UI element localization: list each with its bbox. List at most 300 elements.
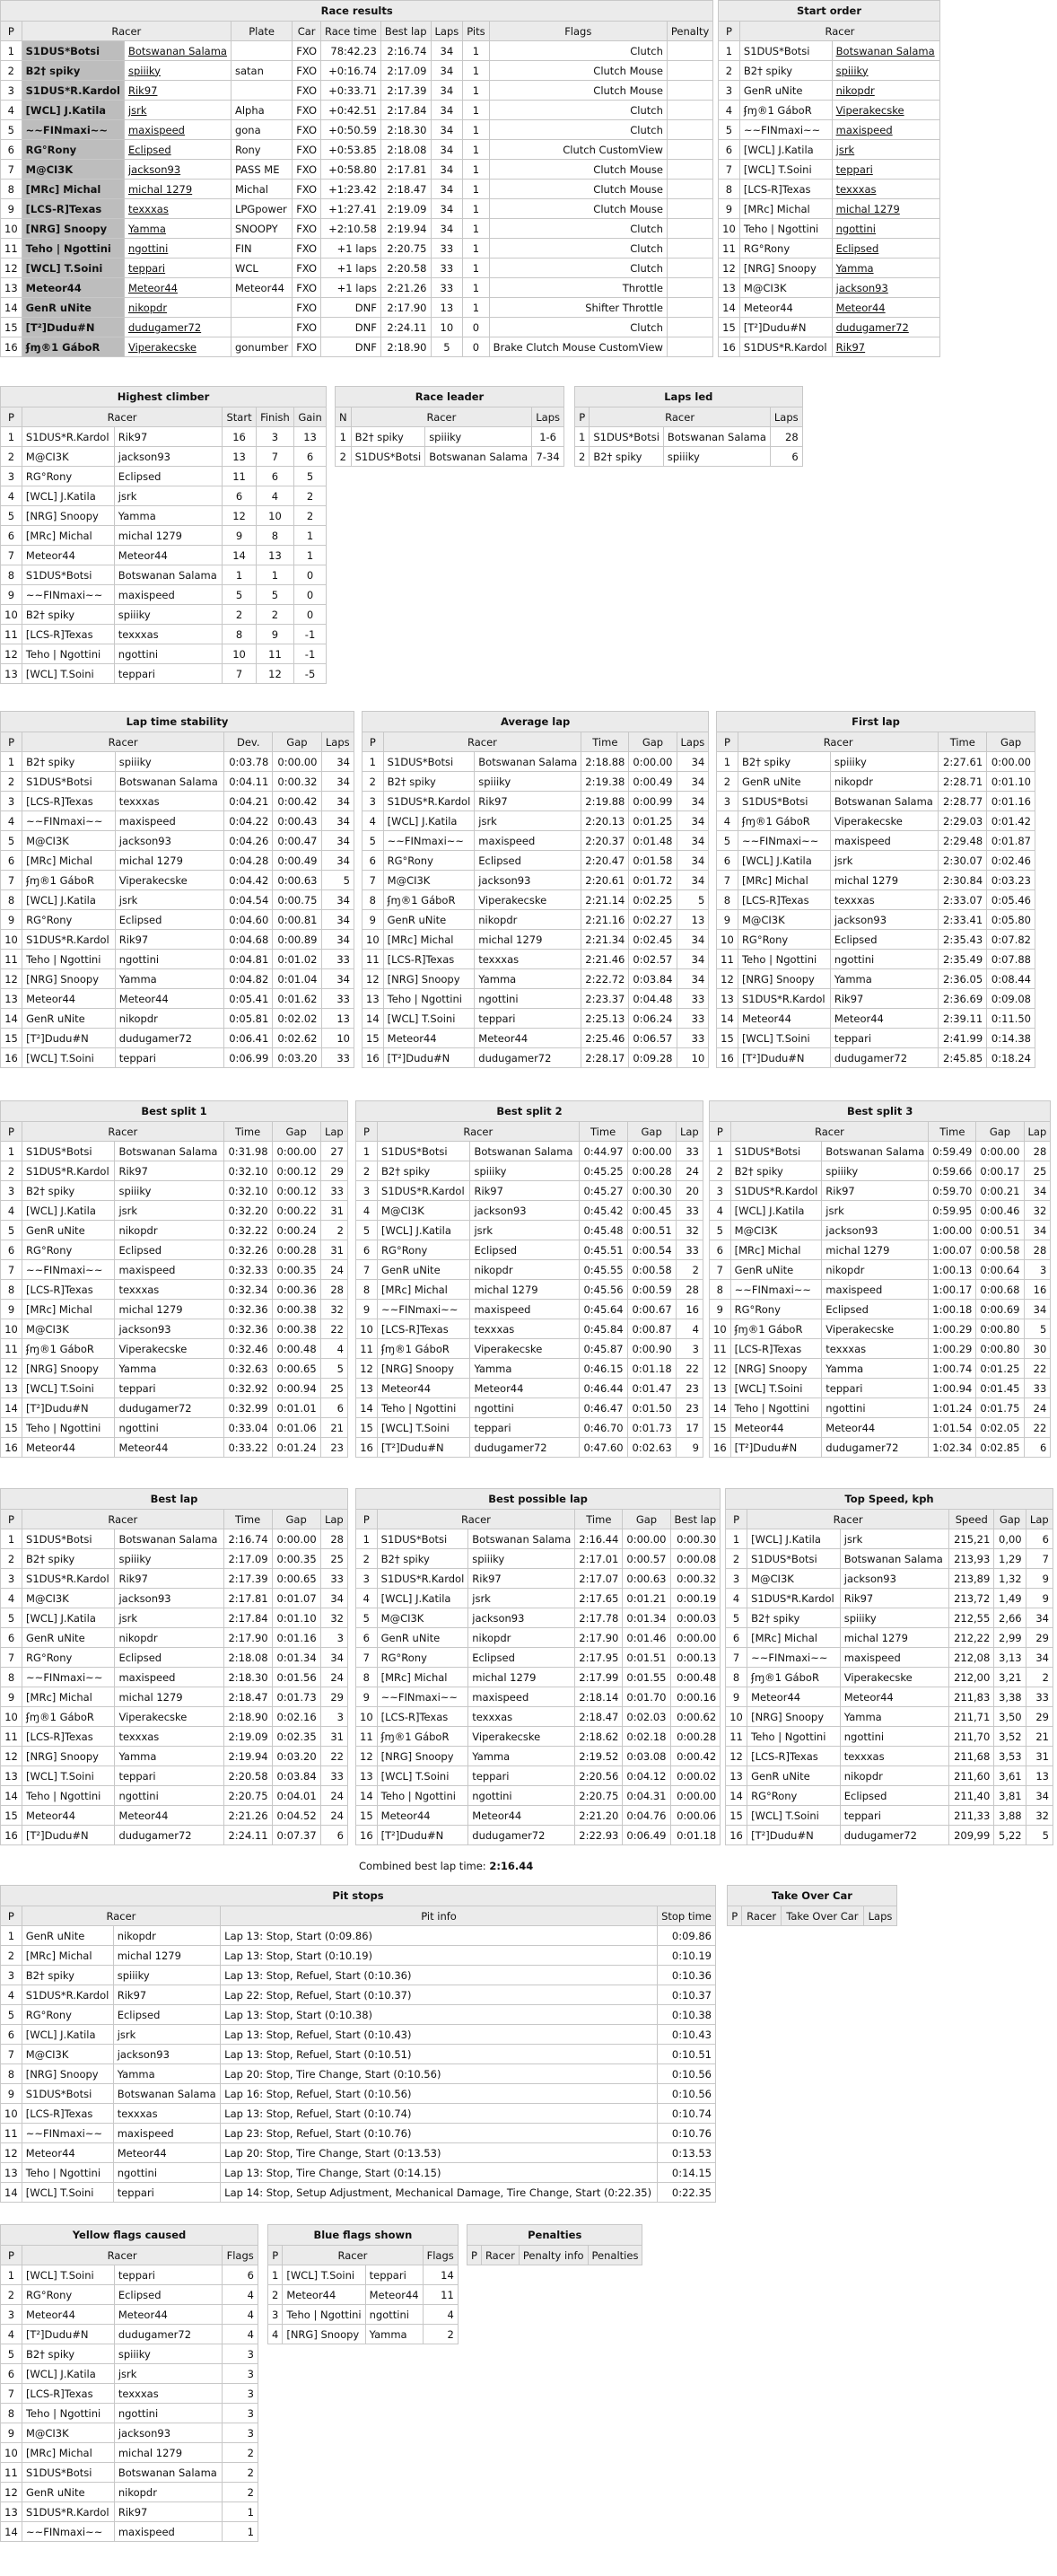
table-row	[726, 1569, 1053, 1589]
table-cell: WCL	[231, 258, 292, 278]
table-cell: Rik97	[115, 1569, 223, 1589]
table-cell: 2:17.84	[223, 1608, 272, 1628]
table-cell: 0:02.18	[623, 1727, 670, 1747]
table-cell: 31	[320, 1201, 347, 1221]
table-cell[interactable]: michal 1279	[124, 180, 231, 199]
table-cell: GenR uNite	[747, 1766, 841, 1786]
column-header: Lap	[320, 1122, 347, 1142]
table-cell: 0:59.95	[929, 1201, 976, 1221]
table-cell: [MRc] Michal	[377, 1668, 468, 1687]
table-cell: PASS ME	[231, 160, 292, 180]
table-cell: RG°Rony	[378, 1240, 470, 1260]
table-title: Average lap	[363, 712, 709, 732]
table-row	[1, 447, 327, 467]
table-cell: jackson93	[114, 2423, 223, 2443]
table-cell: FXO	[293, 101, 321, 120]
table-cell[interactable]: teppari	[124, 258, 231, 278]
table-cell: michal 1279	[830, 871, 939, 890]
table-cell: maxispeed	[822, 1280, 929, 1300]
table-row	[356, 1181, 703, 1201]
table-cell: dudugamer72	[114, 2325, 223, 2344]
table-cell: 34	[321, 969, 354, 989]
table-cell: S1DUS*Botsi	[22, 41, 124, 61]
table-cell: 1	[463, 298, 489, 318]
table-cell: 34	[321, 792, 354, 811]
table-cell	[667, 61, 712, 81]
table-cell[interactable]: nikopdr	[832, 81, 939, 101]
yellow-flags-panel	[0, 2224, 258, 2542]
position-cell: 6	[717, 851, 738, 871]
table-row	[1, 239, 713, 258]
table-row	[1, 318, 713, 337]
position-cell: 2	[1, 1549, 22, 1569]
table-cell: 2:28.77	[939, 792, 987, 811]
table-cell: Meteor44	[840, 1687, 948, 1707]
table-cell: 33	[676, 1240, 703, 1260]
table-cell: Botswanan Salama	[663, 427, 770, 447]
table-cell: 212,55	[949, 1608, 994, 1628]
table-cell[interactable]: michal 1279	[832, 199, 939, 219]
table-cell: Viperakecske	[468, 1727, 575, 1747]
position-cell: 11	[1, 1727, 22, 1747]
table-cell[interactable]: jackson93	[124, 160, 231, 180]
table-cell: RG°Rony	[730, 1300, 822, 1319]
table-cell: maxispeed	[840, 1648, 948, 1668]
table-cell: 6	[223, 2265, 258, 2285]
table-cell[interactable]: texxxas	[124, 199, 231, 219]
table-row	[717, 910, 1035, 930]
table-cell: 13	[1026, 1766, 1053, 1786]
table-cell: 2:17.39	[223, 1569, 272, 1589]
table-cell: 2:18.30	[380, 120, 431, 140]
table-cell: 24	[320, 1668, 347, 1687]
table-cell: ʄɱ®1 GáboR	[22, 871, 116, 890]
table-cell[interactable]: Rik97	[832, 337, 939, 357]
table-cell: 0:10.56	[657, 2084, 715, 2104]
position-cell: 13	[1, 278, 22, 298]
table-cell: teppari	[470, 1418, 579, 1438]
table-row	[356, 1339, 703, 1359]
table-cell: ngottini	[822, 1398, 929, 1418]
table-cell: [WCL] J.Katila	[747, 1529, 841, 1549]
table-cell: 3,88	[994, 1806, 1026, 1826]
column-header: P	[356, 1122, 378, 1142]
table-cell: S1DUS*Botsi	[377, 1529, 468, 1549]
table-cell: 0:00.90	[627, 1339, 676, 1359]
table-cell: 34	[321, 910, 354, 930]
table-cell: [LCS-R]Texas	[22, 2384, 114, 2404]
table-row	[719, 160, 940, 180]
table-cell[interactable]: maxispeed	[832, 120, 939, 140]
table-row	[1, 664, 327, 684]
table-cell[interactable]: Meteor44	[832, 298, 939, 318]
table-cell: RG°Rony	[22, 1240, 115, 1260]
table-cell: spiiiky	[114, 605, 222, 625]
table-cell[interactable]: dudugamer72	[832, 318, 939, 337]
table-row	[1, 1747, 348, 1766]
column-header: Racer	[22, 1510, 224, 1529]
table-cell: [MRc] Michal	[22, 1300, 115, 1319]
table-cell	[667, 278, 712, 298]
position-cell: 4	[1, 1985, 22, 2005]
table-cell: 34	[321, 890, 354, 910]
table-cell: Meteor44	[738, 1009, 830, 1029]
table-cell: B2† spiky	[730, 1161, 822, 1181]
column-header: Dev.	[224, 732, 273, 752]
table-cell: 22	[1024, 1418, 1051, 1438]
position-cell: 9	[1, 1687, 22, 1707]
position-cell: 12	[356, 1359, 378, 1379]
table-cell	[667, 81, 712, 101]
table-cell: [WCL] T.Soini	[22, 258, 124, 278]
table-cell: [WCL] T.Soini	[22, 1766, 115, 1786]
table-cell: Rik97	[115, 930, 223, 950]
table-cell: dudugamer72	[468, 1826, 575, 1845]
table-cell: [LCS-R]Texas	[22, 1280, 115, 1300]
position-cell: 1	[710, 1142, 731, 1161]
table-cell: FXO	[293, 199, 321, 219]
table-cell: Meteor44	[22, 989, 116, 1009]
position-cell: 5	[356, 1221, 378, 1240]
table-cell: 4	[320, 1339, 347, 1359]
table-cell: maxispeed	[115, 1668, 223, 1687]
table-cell: 213,89	[949, 1569, 994, 1589]
laps-led-table	[574, 386, 803, 467]
position-cell: 4	[363, 811, 384, 831]
column-header: Lap	[676, 1122, 703, 1142]
table-cell[interactable]: Botswanan Salama	[124, 41, 231, 61]
table-row	[363, 910, 709, 930]
table-cell: nikopdr	[475, 910, 581, 930]
table-cell: 0:00.13	[670, 1648, 721, 1668]
table-cell: 33	[431, 239, 463, 258]
table-cell: [LCS-R]Texas	[377, 1707, 468, 1727]
position-cell: 6	[1, 2364, 22, 2384]
table-cell: jsrk	[114, 486, 222, 506]
position-cell: 6	[726, 1628, 747, 1648]
table-cell: 209,99	[949, 1826, 994, 1845]
table-cell: [NRG] Snoopy	[22, 1747, 115, 1766]
table-cell[interactable]: Meteor44	[124, 278, 231, 298]
table-cell: 0:00.62	[670, 1707, 721, 1727]
table-cell: [MRc] Michal	[378, 1280, 470, 1300]
table-row	[363, 871, 709, 890]
table-cell: texxxas	[475, 950, 581, 969]
table-row	[575, 447, 803, 467]
table-row	[363, 969, 709, 989]
table-cell: Clutch	[489, 120, 667, 140]
table-cell: teppari	[468, 1766, 575, 1786]
position-cell: 10	[1, 1319, 22, 1339]
table-cell: [WCL] J.Katila	[22, 2364, 114, 2384]
table-cell: 2:16.74	[380, 41, 431, 61]
table-cell: Yamma	[822, 1359, 929, 1379]
position-cell: 1	[1, 1142, 22, 1161]
table-cell: ~~FINmaxi~~	[22, 1260, 115, 1280]
table-cell: 2:20.58	[380, 258, 431, 278]
table-cell: 0:07.37	[272, 1826, 320, 1845]
table-cell: 34	[431, 140, 463, 160]
table-cell[interactable]: Viperakecske	[832, 101, 939, 120]
table-cell: 34	[431, 219, 463, 239]
table-cell: [NRG] Snoopy	[283, 2325, 365, 2344]
table-cell: M@CI3K	[22, 831, 116, 851]
table-cell: 0:10.43	[657, 2025, 715, 2045]
position-cell: 13	[363, 989, 384, 1009]
position-cell: 12	[717, 969, 738, 989]
table-cell: 0:00.06	[670, 1806, 721, 1826]
table-cell: RG°Rony	[22, 910, 116, 930]
table-cell: 2	[1026, 1668, 1053, 1687]
table-cell: 2:18.14	[575, 1687, 623, 1707]
table-cell[interactable]: Yamma	[832, 258, 939, 278]
table-cell: satan	[231, 61, 292, 81]
table-cell: Rik97	[114, 427, 222, 447]
table-cell: LPGpower	[231, 199, 292, 219]
table-cell: B2† spiky	[377, 1549, 468, 1569]
table-cell: 33	[1024, 1379, 1051, 1398]
table-cell: 34	[431, 180, 463, 199]
table-cell: 31	[320, 1727, 347, 1747]
position-cell: 5	[710, 1221, 731, 1240]
table-cell: Teho | Ngottini	[378, 1398, 470, 1418]
position-cell: 14	[717, 1009, 738, 1029]
table-cell: 212,08	[949, 1648, 994, 1668]
position-cell: 2	[1, 2285, 22, 2305]
table-cell: Meteor44	[283, 2285, 365, 2305]
table-cell: 1:00.13	[929, 1260, 976, 1280]
table-row	[1, 1379, 348, 1398]
table-cell: 0:32.26	[223, 1240, 272, 1260]
position-cell: 13	[1, 664, 22, 684]
table-cell: 3	[223, 2364, 258, 2384]
table-cell: spiiiky	[115, 1181, 223, 1201]
table-row	[726, 1628, 1053, 1648]
table-cell: 1	[463, 61, 489, 81]
table-cell: 1	[223, 2522, 258, 2542]
position-cell: 2	[726, 1549, 747, 1569]
table-cell: Rony	[231, 140, 292, 160]
table-cell: Meteor44	[475, 1029, 581, 1048]
table-cell: DNF	[321, 318, 381, 337]
column-header: P	[356, 1510, 378, 1529]
column-header: Penalty	[667, 22, 712, 41]
table-cell: B2† spiky	[22, 1549, 115, 1569]
table-cell: 0	[294, 605, 327, 625]
table-cell: 2:17.07	[575, 1569, 623, 1589]
column-header: Laps	[677, 732, 709, 752]
table-cell: [MRc] Michal	[738, 871, 830, 890]
table-cell: SNOOPY	[231, 219, 292, 239]
position-cell: 11	[1, 625, 22, 644]
table-cell: 0:00.58	[627, 1260, 676, 1280]
table-cell: 0:00.36	[272, 1280, 320, 1300]
table-cell: 33	[677, 1029, 709, 1048]
table-cell: 12	[256, 664, 293, 684]
table-cell: 34	[431, 81, 463, 101]
table-cell: 3	[676, 1339, 703, 1359]
table-cell: 2:18.90	[380, 337, 431, 357]
table-row	[363, 831, 709, 851]
table-row	[356, 1379, 703, 1398]
table-cell[interactable]: Eclipsed	[124, 140, 231, 160]
table-cell: teppari	[840, 1806, 948, 1826]
table-cell: 0:01.48	[629, 831, 677, 851]
table-cell[interactable]: dudugamer72	[124, 318, 231, 337]
table-cell: 2	[320, 1221, 347, 1240]
table-cell: 5	[321, 871, 354, 890]
table-cell: -1	[294, 625, 327, 644]
table-cell: 34	[321, 851, 354, 871]
pit-stops-table	[0, 1885, 716, 2203]
table-cell: 0:32.63	[223, 1359, 272, 1379]
table-cell: 5	[223, 585, 257, 605]
position-cell: 6	[1, 1240, 22, 1260]
table-cell[interactable]: spiiiky	[124, 61, 231, 81]
column-header: Lap	[320, 1510, 347, 1529]
table-row	[719, 239, 940, 258]
table-cell: 0:01.10	[987, 772, 1035, 792]
column-header: Gain	[294, 407, 327, 427]
table-cell[interactable]: jackson93	[832, 278, 939, 298]
position-cell: 13	[726, 1766, 747, 1786]
table-row	[1, 2443, 258, 2463]
table-cell: DNF	[321, 337, 381, 357]
table-row	[356, 1260, 703, 1280]
table-cell: FXO	[293, 160, 321, 180]
position-cell: 14	[1, 1009, 22, 1029]
table-cell[interactable]: Yamma	[124, 219, 231, 239]
table-cell: jackson93	[830, 910, 939, 930]
table-cell: GenR uNite	[739, 81, 832, 101]
table-cell: 0:18.24	[987, 1048, 1035, 1068]
table-cell: Yamma	[115, 1747, 223, 1766]
position-cell: 7	[726, 1648, 747, 1668]
table-cell: 0:47.60	[579, 1438, 627, 1458]
position-cell: 9	[719, 199, 740, 219]
table-cell: [NRG] Snoopy	[378, 1359, 470, 1379]
table-cell: jsrk	[113, 2025, 220, 2045]
table-cell: +0:53.85	[321, 140, 381, 160]
table-cell: RG°Rony	[22, 467, 114, 486]
table-row	[356, 1418, 703, 1438]
table-cell: [WCL] T.Soini	[730, 1379, 822, 1398]
table-title: Take Over Car	[728, 1886, 897, 1906]
table-cell: maxispeed	[115, 1260, 223, 1280]
table-row	[1, 101, 713, 120]
position-cell: 6	[363, 851, 384, 871]
table-cell[interactable]: ngottini	[124, 239, 231, 258]
table-cell: Rik97	[475, 792, 581, 811]
table-cell: Clutch	[489, 239, 667, 258]
table-cell[interactable]: spiiiky	[832, 61, 939, 81]
table-cell: +0:58.80	[321, 160, 381, 180]
table-cell: Meteor44	[22, 278, 124, 298]
table-cell: Eclipsed	[475, 851, 581, 871]
table-row	[363, 950, 709, 969]
table-cell: 16	[223, 427, 257, 447]
table-title: Top Speed, kph	[726, 1489, 1053, 1510]
table-cell[interactable]: texxxas	[832, 180, 939, 199]
table-cell[interactable]: jsrk	[832, 140, 939, 160]
table-cell[interactable]: Botswanan Salama	[832, 41, 939, 61]
position-cell: 3	[1, 1569, 22, 1589]
table-cell: ʄɱ®1 GáboR	[738, 811, 830, 831]
table-cell: 34	[1026, 1786, 1053, 1806]
table-cell: jsrk	[115, 1201, 223, 1221]
table-cell[interactable]: ngottini	[832, 219, 939, 239]
table-cell: Clutch	[489, 219, 667, 239]
table-row	[726, 1529, 1053, 1549]
table-cell: texxxas	[470, 1319, 579, 1339]
table-cell[interactable]: Viperakecske	[124, 337, 231, 357]
column-header: Time	[939, 732, 987, 752]
average-lap-panel	[362, 711, 706, 1068]
table-cell: Eclipsed	[468, 1648, 575, 1668]
table-cell: 1:01.54	[929, 1418, 976, 1438]
column-header: Gap	[976, 1122, 1024, 1142]
table-cell: 33	[321, 989, 354, 1009]
table-cell: 0:00.48	[670, 1668, 721, 1687]
table-cell[interactable]: teppari	[832, 160, 939, 180]
table-cell: M@CI3K	[22, 447, 114, 467]
table-cell: Viperakecske	[475, 890, 581, 910]
position-cell: 12	[363, 969, 384, 989]
table-cell: 2:45.85	[939, 1048, 987, 1068]
table-cell: 2:35.49	[939, 950, 987, 969]
table-cell: Viperakecske	[470, 1339, 579, 1359]
table-row	[1, 1201, 348, 1221]
position-cell: 2	[336, 447, 352, 467]
table-cell: 33	[677, 1009, 709, 1029]
table-row	[1, 1966, 716, 1985]
column-header: P	[719, 22, 740, 41]
table-cell: 0:00.03	[670, 1608, 721, 1628]
table-cell[interactable]: maxispeed	[124, 120, 231, 140]
table-cell: Teho | Ngottini	[22, 1786, 115, 1806]
column-header: Lap	[1024, 1122, 1051, 1142]
table-cell: 2:30.07	[939, 851, 987, 871]
yellow-flags-table	[0, 2224, 258, 2542]
table-cell[interactable]: jsrk	[124, 101, 231, 120]
table-cell: Eclipsed	[830, 930, 939, 950]
table-cell: spiiiky	[475, 772, 581, 792]
table-cell: 0:45.56	[579, 1280, 627, 1300]
table-cell: 0:01.04	[273, 969, 321, 989]
table-row	[1, 526, 327, 546]
table-cell: maxispeed	[470, 1300, 579, 1319]
combined-best-lap	[359, 1860, 533, 1872]
table-cell: [MRc] Michal	[22, 1946, 113, 1966]
average-lap-table	[362, 711, 709, 1068]
table-cell: dudugamer72	[115, 1398, 223, 1418]
table-cell: 0:04.48	[629, 989, 677, 1009]
table-cell: ~~FINmaxi~~	[22, 1668, 115, 1687]
table-cell	[231, 318, 292, 337]
table-cell: Meteor44	[22, 2305, 114, 2325]
best-split-3-table	[709, 1100, 1051, 1458]
table-row	[356, 1727, 721, 1747]
table-cell[interactable]: nikopdr	[124, 298, 231, 318]
table-cell: 22	[320, 1319, 347, 1339]
table-title: Highest climber	[1, 387, 327, 407]
table-cell[interactable]: Eclipsed	[832, 239, 939, 258]
table-cell: [WCL] J.Katila	[22, 101, 124, 120]
table-cell: Lap 13: Stop, Start (0:09.86)	[221, 1926, 658, 1946]
table-row	[1, 2404, 258, 2423]
table-cell[interactable]: Rik97	[124, 81, 231, 101]
table-row	[1, 140, 713, 160]
